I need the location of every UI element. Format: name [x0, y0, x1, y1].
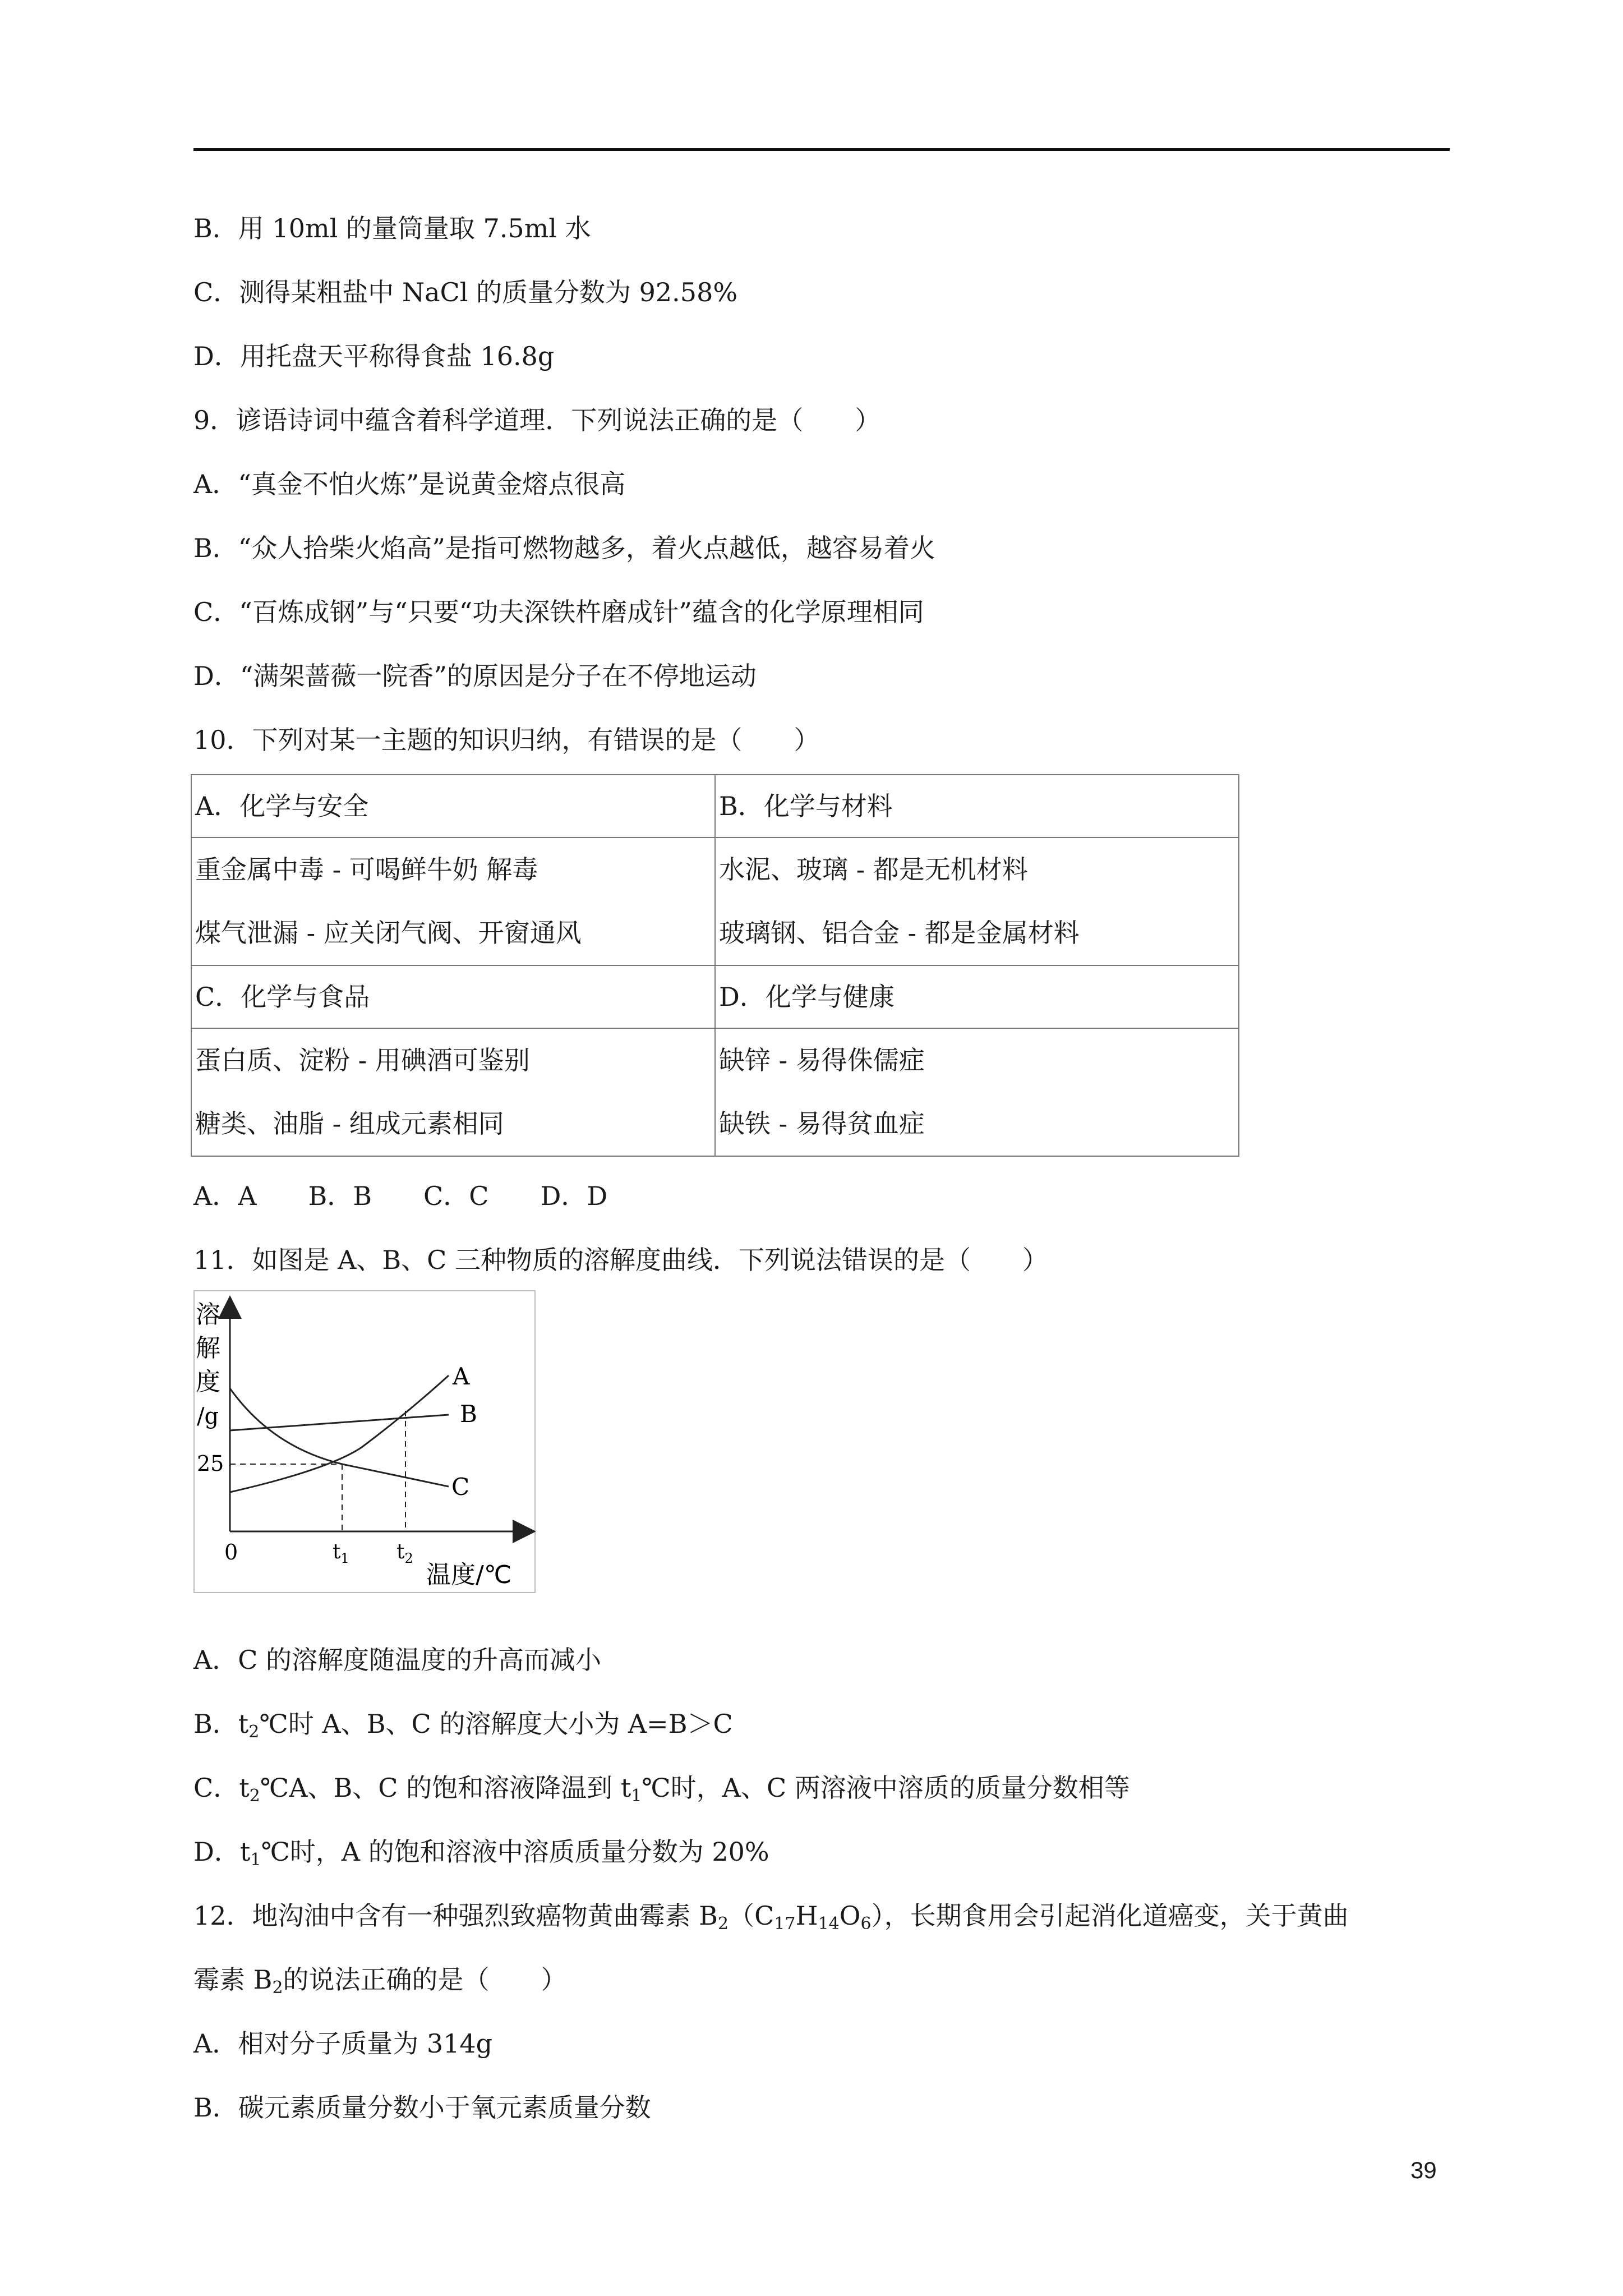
q11-stem: 11．如图是 A、B、C 三种物质的溶解度曲线．下列说法错误的是（ ） — [193, 1245, 1048, 1275]
curve-a — [230, 1375, 449, 1492]
header-rule — [193, 148, 1450, 151]
q10-options: A．A B．B C．C D．D — [193, 1181, 608, 1211]
knowledge-table — [191, 774, 1239, 1157]
q8-option-b: B．用 10ml 的量筒量取 7.5ml 水 — [193, 213, 591, 243]
solubility-curve-figure — [193, 1290, 536, 1593]
q9-option-b: B．“众人拾柴火焰高”是指可燃物越多，着火点越低，越容易着火 — [193, 533, 935, 563]
q9-option-d: D．“满架蔷薇一院香”的原因是分子在不停地运动 — [193, 661, 757, 691]
t1-label: $t_1$ — [333, 1540, 349, 1566]
curve-b — [230, 1415, 449, 1430]
origin-label: 0 — [224, 1540, 238, 1565]
q11-option-a: A．C 的溶解度随温度的升高而减小 — [193, 1645, 602, 1675]
q11-option-c: C．$t_2℃A$、B、C 的饱和溶液降温到 $t_1℃$时，A、C 两溶液中溶质的质量分数相等 — [193, 1773, 1130, 1806]
table-c-line2: 糖类、油脂 - 组成元素相同 — [195, 1108, 504, 1139]
q9-option-a: A．“真金不怕火炼”是说黄金熔点很高 — [193, 469, 626, 499]
table-b-line2: 玻璃钢、铝合金 - 都是金属材料 — [719, 918, 1080, 948]
curve-b-label: B — [460, 1400, 477, 1428]
table-cell-a-head: A．化学与安全 — [191, 775, 715, 838]
solubility-graph — [193, 1290, 536, 1593]
q10-stem: 10．下列对某一主题的知识归纳，有错误的是（ ） — [193, 725, 820, 755]
table-cell-a-body — [191, 838, 715, 965]
table-cell-c-head: C．化学与食品 — [191, 965, 715, 1028]
table-c-line1: 蛋白质、淀粉 - 用碘酒可鉴别 — [195, 1045, 530, 1075]
curve-c-label: C — [451, 1473, 470, 1501]
q11-option-b: B．$t_2℃$时 A、B、C 的溶解度大小为 A=B＞C — [193, 1709, 733, 1742]
q9-option-c: C．“百炼成钢”与“只要“功夫深铁杵磨成针”蕴含的化学原理相同 — [193, 597, 924, 627]
ylabel-unit: /g — [197, 1404, 219, 1429]
q12-stem-line1: 12．地沟油中含有一种强烈致癌物黄曲霉素 $B_2(C_{17}H_{14}O_6)$，长期食用会引起消化道癌变，关于黄曲 — [193, 1901, 1349, 1934]
q12-option-a: A．相对分子质量为 314g — [193, 2028, 493, 2059]
table-cell-b-body — [715, 838, 1239, 965]
ylabel-char-2: 解 — [196, 1334, 220, 1363]
q12-option-b: B．碳元素质量分数小于氧元素质量分数 — [193, 2092, 651, 2123]
table-cell-c-body — [191, 1028, 715, 1156]
x-axis-label: 温度/℃ — [426, 1561, 512, 1589]
page-number: 39 — [1410, 2157, 1437, 2183]
t2-label: $t_2$ — [396, 1540, 413, 1566]
table-b-line1: 水泥、玻璃 - 都是无机材料 — [719, 854, 1028, 885]
y-tick-25: 25 — [197, 1451, 224, 1476]
table-a-line1: 重金属中毒 - 可喝鲜牛奶 解毒 — [195, 854, 538, 885]
q9-stem: 9．谚语诗词中蕴含着科学道理．下列说法正确的是（ ） — [193, 405, 881, 435]
q11-option-d: D．$t_1℃$时，A 的饱和溶液中溶质质量分数为 20% — [193, 1837, 769, 1870]
table-d-line1: 缺锌 - 易得侏儒症 — [719, 1045, 925, 1075]
q12-stem-line2: 霉素 $B_2$的说法正确的是（ ） — [193, 1964, 567, 1998]
table-cell-d-body — [715, 1028, 1239, 1156]
ylabel-char-1: 溶 — [196, 1300, 220, 1329]
table-d-line2: 缺铁 - 易得贫血症 — [719, 1108, 925, 1139]
ylabel-char-3: 度 — [196, 1368, 220, 1396]
q8-option-c: C．测得某粗盐中 NaCl 的质量分数为 92.58% — [193, 277, 738, 307]
table-cell-b-head: B．化学与材料 — [715, 775, 1239, 838]
curve-a-label: A — [453, 1363, 470, 1390]
table-a-line2: 煤气泄漏 - 应关闭气阀、开窗通风 — [195, 918, 582, 948]
q8-option-d: D．用托盘天平称得食盐 16.8g — [193, 341, 555, 371]
table-cell-d-head: D．化学与健康 — [715, 965, 1239, 1028]
